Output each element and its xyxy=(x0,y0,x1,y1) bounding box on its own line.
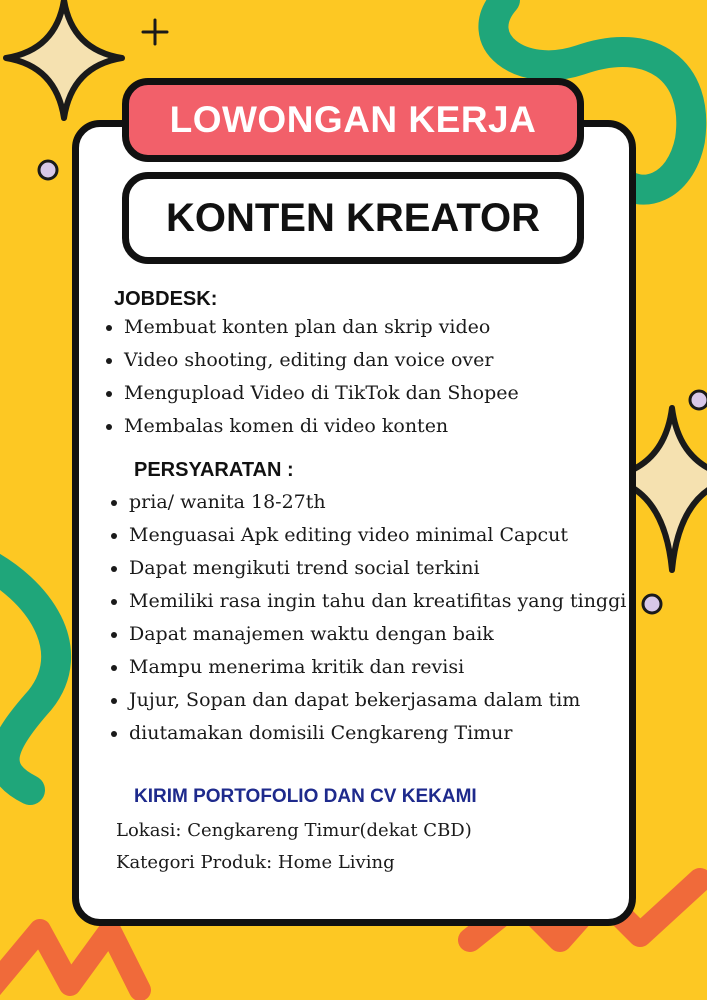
cta-text: KIRIM PORTOFOLIO DAN CV KEKAMI xyxy=(134,786,477,807)
title-banner xyxy=(122,78,584,162)
list-item: Dapat mengikuti trend social terkini xyxy=(109,552,626,585)
circle-dot-icon xyxy=(39,161,57,179)
list-item: Membalas komen di video konten xyxy=(104,410,519,443)
plus-icon xyxy=(143,20,167,44)
requirements-heading: PERSYARATAN : xyxy=(134,459,294,481)
jobdesk-heading: JOBDESK: xyxy=(114,288,218,310)
list-item: pria/ wanita 18-27th xyxy=(109,486,626,519)
circle-dot-icon xyxy=(643,595,661,613)
list-item: Membuat konten plan dan skrip video xyxy=(104,311,519,344)
list-item: Video shooting, editing dan voice over xyxy=(104,344,519,377)
location-text: Lokasi: Cengkareng Timur(dekat CBD) xyxy=(116,820,472,841)
list-item: Dapat manajemen waktu dengan baik xyxy=(109,618,626,651)
page-title: LOWONGAN KERJA xyxy=(169,99,537,140)
list-item: Menguasai Apk editing video minimal Capcut xyxy=(109,519,626,552)
list-item: Jujur, Sopan dan dapat bekerjasama dalam tim xyxy=(109,684,626,717)
circle-dot-icon xyxy=(690,391,707,409)
list-item: diutamakan domisili Cengkareng Timur xyxy=(109,717,626,750)
sparkle-icon-top-left xyxy=(6,0,122,118)
category-text: Kategori Produk: Home Living xyxy=(116,852,395,873)
list-item: Mengupload Video di TikTok dan Shopee xyxy=(104,377,519,410)
position-title: KONTEN KREATOR xyxy=(165,195,541,240)
list-item: Memiliki rasa ingin tahu dan kreatifitas yang tinggi xyxy=(109,585,626,618)
orange-zigzag-bottom-left xyxy=(0,930,140,990)
teal-ribbon-left xyxy=(0,560,56,790)
position-banner xyxy=(122,172,584,264)
jobdesk-list xyxy=(104,311,519,443)
requirements-list xyxy=(109,486,626,750)
list-item: Mampu menerima kritik dan revisi xyxy=(109,651,626,684)
